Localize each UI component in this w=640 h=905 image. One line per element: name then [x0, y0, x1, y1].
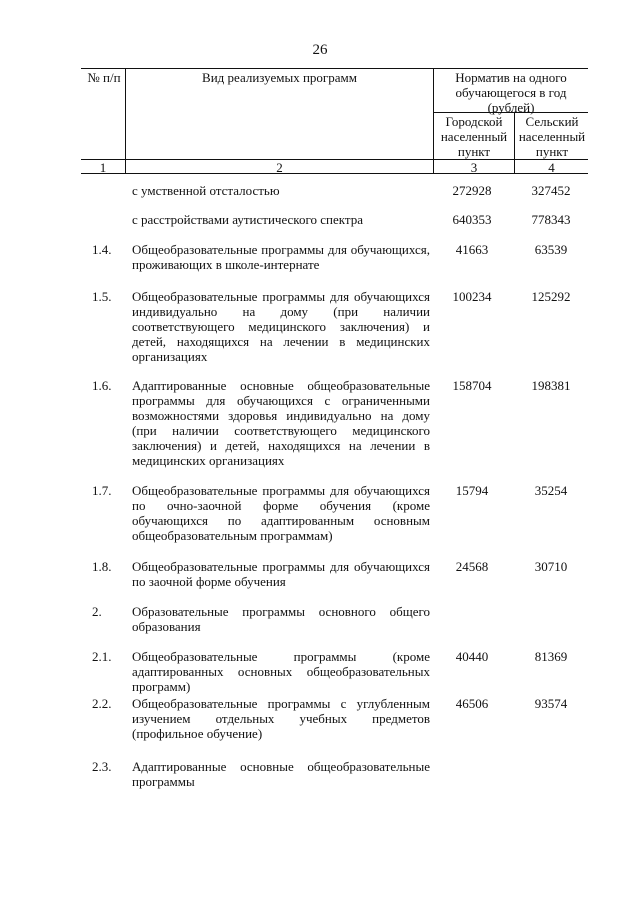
- row-program-name: с расстройствами аутистического спектра: [132, 212, 363, 227]
- row-program-name: Общеобразовательные программы для обучающихся индивидуально на дому (при наличии соответствующего медицинского заключения) и детей, находящихся на лечении в медицинских организациях: [132, 289, 430, 364]
- row-urban-value: 272928: [452, 183, 492, 198]
- table-header: [81, 68, 588, 174]
- row-number: 1.5.: [92, 289, 112, 304]
- row-program-name: Общеобразовательные программы для обучающихся, проживающих в школе-интернате: [132, 242, 430, 272]
- row-program-name: Адаптированные основные общеобразовательные программы: [132, 759, 430, 789]
- row-number: 1.4.: [92, 242, 112, 257]
- header-index-1: 1: [99, 160, 107, 175]
- row-number: 2.1.: [92, 649, 112, 664]
- header-divider-1: [125, 68, 126, 174]
- header-index-2: 2: [276, 160, 283, 175]
- row-program-name: Общеобразовательные программы для обучающихся по очно-заочной форме обучения (кроме обучающихся по адаптированным основным общеобразовательным программам): [132, 483, 430, 543]
- header-col-rural: Сельский населенный пункт: [518, 114, 586, 159]
- row-rural-value: 198381: [531, 378, 571, 393]
- row-number: 2.: [92, 604, 102, 619]
- row-program-name: Общеобразовательные программы (кроме адаптированных основных общеобразовательных программ): [132, 649, 430, 694]
- header-index-3: 3: [470, 160, 478, 175]
- header-top-border: [81, 68, 588, 69]
- header-col-number: № п/п: [87, 70, 121, 85]
- row-urban-value: 15794: [455, 483, 489, 498]
- row-program-name: Общеобразовательные программы с углубленным изучением отдельных учебных предметов (профильное обучение): [132, 696, 430, 741]
- row-rural-value: 63539: [534, 242, 568, 257]
- row-rural-value: 35254: [534, 483, 568, 498]
- row-urban-value: 640353: [452, 212, 492, 227]
- row-rural-value: 778343: [531, 212, 571, 227]
- page-number: 26: [312, 42, 328, 58]
- row-program-name: Адаптированные основные общеобразовательные программы для обучающихся с ограниченными возможностями здоровья индивидуально на дому (при наличии соответствующего медицинского заключения) и детей, находящихся на лечении в медицинских организациях: [132, 378, 430, 468]
- header-divider-2: [433, 68, 434, 174]
- row-number: 2.3.: [92, 759, 112, 774]
- row-number: 2.2.: [92, 696, 112, 711]
- row-rural-value: 81369: [534, 649, 568, 664]
- row-rural-value: 125292: [531, 289, 571, 304]
- row-urban-value: 46506: [455, 696, 489, 711]
- row-number: 1.6.: [92, 378, 112, 393]
- header-norm-group: Норматив на одного обучающегося в год (рублей): [455, 70, 567, 115]
- row-program-name: Общеобразовательные программы для обучающихся по заочной форме обучения: [132, 559, 430, 589]
- row-rural-value: 93574: [534, 696, 568, 711]
- row-program-name: Образовательные программы основного общего образования: [132, 604, 430, 634]
- row-urban-value: 158704: [452, 378, 492, 393]
- header-col-urban: Городской населенный пункт: [440, 114, 508, 159]
- row-number: 1.7.: [92, 483, 112, 498]
- header-index-4: 4: [548, 160, 555, 175]
- row-rural-value: 327452: [531, 183, 571, 198]
- row-urban-value: 41663: [455, 242, 489, 257]
- header-col-program: Вид реализуемых программ: [202, 70, 357, 85]
- row-urban-value: 100234: [452, 289, 492, 304]
- row-rural-value: 30710: [534, 559, 568, 574]
- row-urban-value: 24568: [455, 559, 489, 574]
- row-program-name: с умственной отсталостью: [132, 183, 280, 198]
- row-number: 1.8.: [92, 559, 112, 574]
- row-urban-value: 40440: [455, 649, 489, 664]
